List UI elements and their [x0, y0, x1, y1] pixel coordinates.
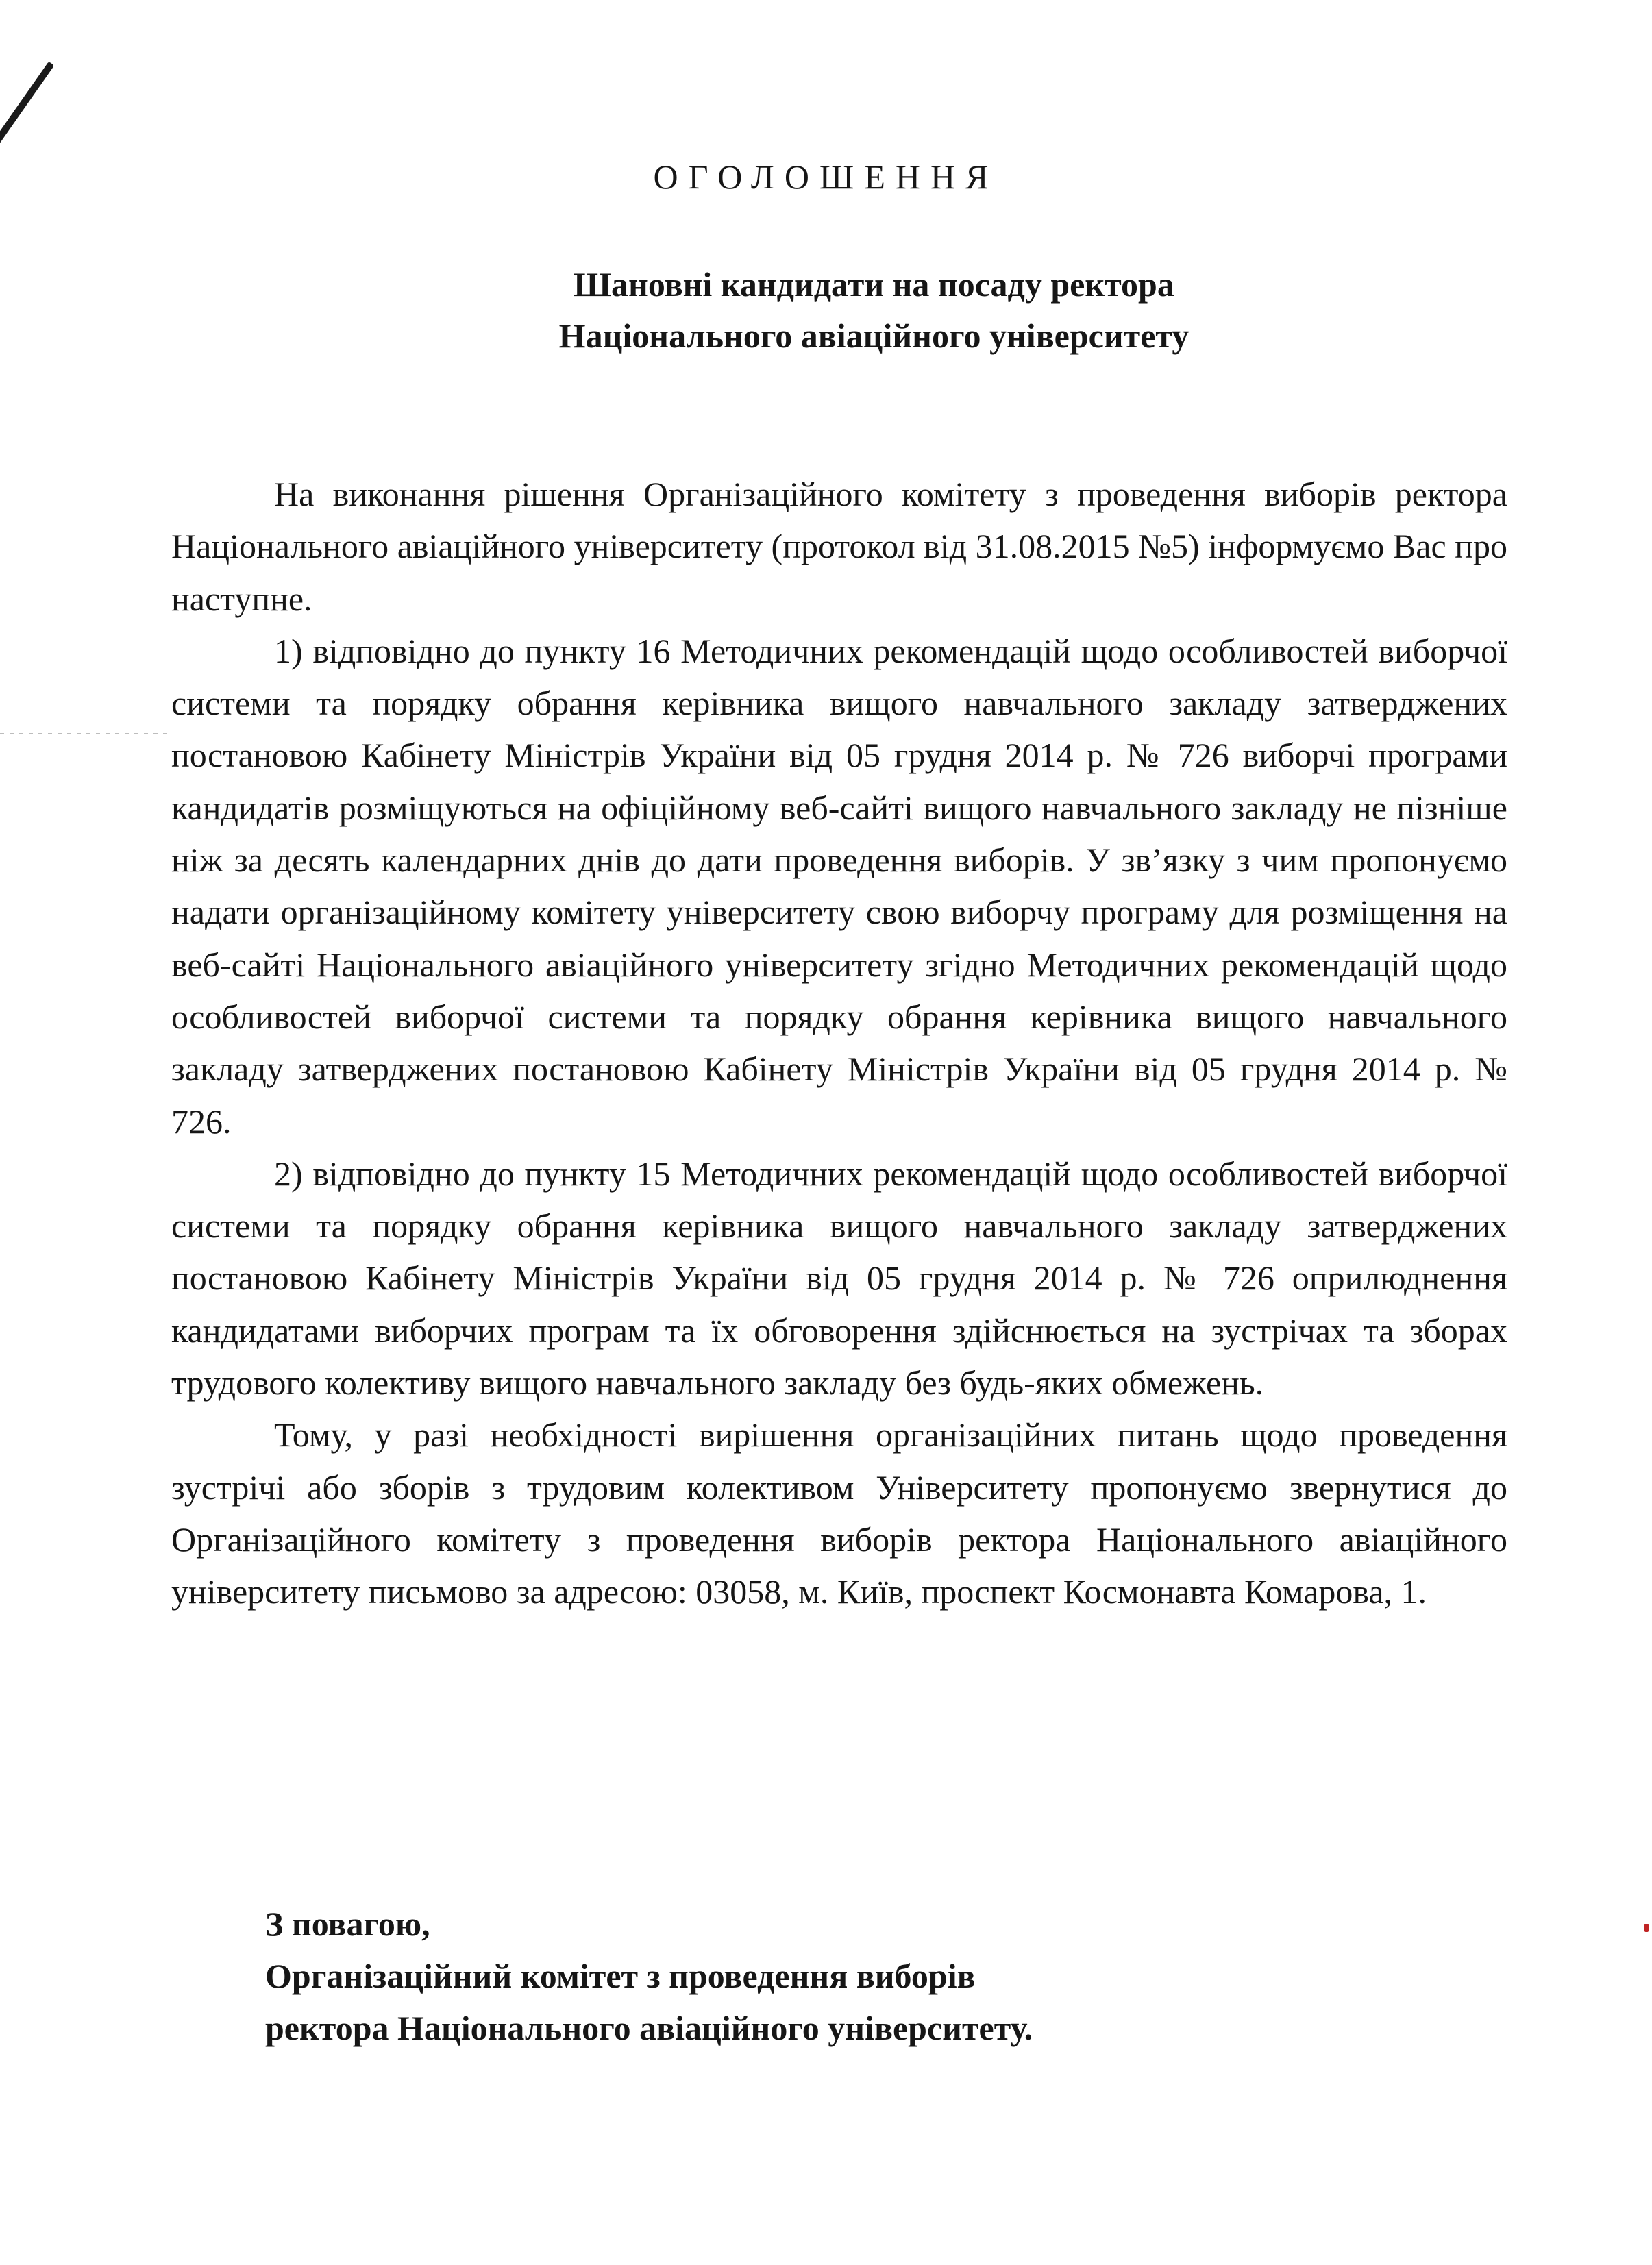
paragraph-item-1: 1) відповідно до пункту 16 Методичних рекомендацій щодо особливостей виборчої системи та порядку обрання керівника вищого навчального закладу затверджених постановою Кабінету Міністрів України від 05 грудня 2014 р. № 726 виборчі програми кандидатів розміщуються на офіційному веб-сайті вищого навчального закладу не пізніше ніж за десять календарних днів до дати проведення виборів. У зв’язку з чим пропонуємо надати організаційному комітету університету свою виборчу програму для розміщення на веб-сайті Національного авіаційного університету згідно Методичних рекомендацій щодо особливостей виборчої системи та порядку обрання керівника вищого навчального закладу затверджених постановою Кабінету Міністрів України від 05 грудня 2014 р. № 726. [171, 631, 1507, 1141]
document-body [171, 468, 1507, 1618]
paragraph-closing: Тому, у разі необхідності вирішення організаційних питань щодо проведення зустрічі або зборів з трудовим колективом Університету пропонуємо звернутися до Організаційного комітету з проведення виборів ректора Національного авіаційного університету письмово за адресою: 03058, м. Київ, проспект Космонавта Комарова, 1. [171, 1415, 1507, 1611]
document-subheading-line1: Шановні кандидати на посаду ректора [574, 265, 1174, 304]
scan-pen-mark [0, 62, 54, 144]
signature-greeting: З повагою, [265, 1905, 430, 1943]
scan-artifact-line [0, 733, 171, 734]
document-subheading-line2: Національного авіаційного університету [558, 317, 1189, 355]
signature-university: ректора Національного авіаційного університету. [265, 2009, 1033, 2047]
paragraph-intro: На виконання рішення Організаційного комітету з проведення виборів ректора Національного авіаційного університету (протокол від 31.08.2015 №5) інформуємо Вас про наступне. [171, 475, 1507, 618]
signature-block [265, 1898, 1033, 2054]
paragraph-item-2: 2) відповідно до пункту 15 Методичних рекомендацій щодо особливостей виборчої системи та порядку обрання керівника вищого навчального закладу затверджених постановою Кабінету Міністрів України від 05 грудня 2014 р. № 726 оприлюднення кандидатами виборчих програм та їх обговорення здійснюється на зустрічах та зборах трудового колективу вищого навчального закладу без будь-яких обмежень. [171, 1154, 1507, 1402]
signature-committee: Організаційний комітет з проведення виборів [265, 1957, 976, 1995]
scan-red-mark [1644, 1924, 1649, 1932]
document-heading: ОГОЛОШЕННЯ [653, 158, 999, 196]
